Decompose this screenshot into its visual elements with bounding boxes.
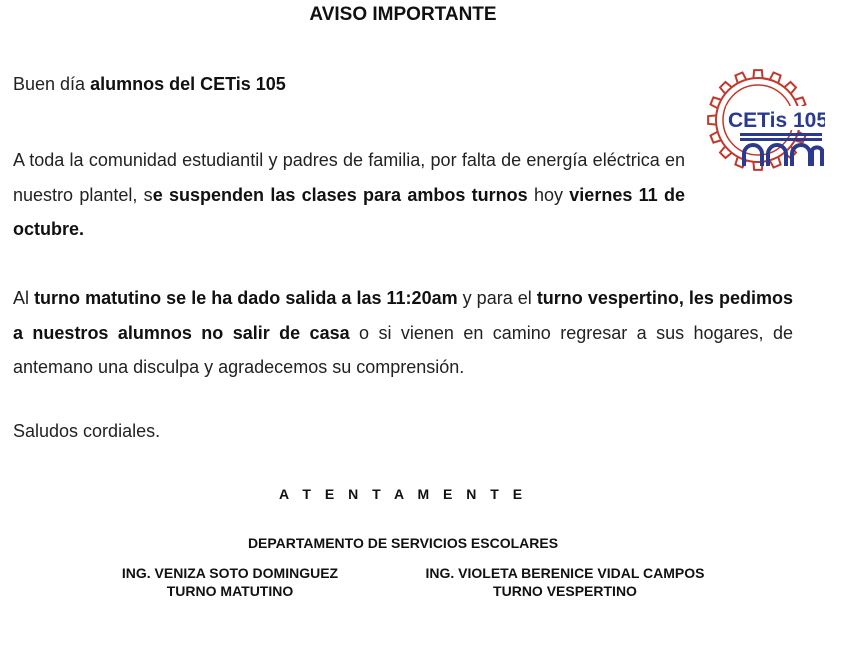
signature-matutino: [100, 564, 360, 600]
closing-text: Saludos cordiales.: [13, 421, 161, 441]
notice-title: AVISO IMPORTANTE: [309, 4, 497, 25]
signature-name: ING. VENIZA SOTO DOMINGUEZ: [121, 565, 339, 581]
p1-text1: A toda la comunidad estudiantil y padres de familia, por falta de energía eléctrica en nuestro plantel, s: [13, 150, 685, 205]
atentamente-heading: A T E N T A M E N T E: [278, 486, 528, 502]
p1-bold2: viernes 11 de octubre.: [13, 184, 685, 239]
p2-text2: y para el: [457, 288, 537, 308]
greeting-bold: alumnos del CETis 105: [90, 74, 286, 94]
p2-text3: o si vienen en camino regresar a sus hogares, de antemano una disculpa y agradecemos su comprensión.: [13, 322, 793, 377]
p1-bold1: e suspenden las clases para ambos turnos: [152, 184, 528, 205]
signature-role: TURNO MATUTINO: [166, 583, 294, 599]
p2-bold2: turno vespertino, les pedimos a nuestros alumnos no salir de casa: [13, 288, 793, 343]
p2-text1: Al: [13, 288, 35, 308]
department-name: DEPARTAMENTO DE SERVICIOS ESCOLARES: [247, 535, 559, 551]
greeting: [13, 74, 286, 95]
signature-name: ING. VIOLETA BERENICE VIDAL CAMPOS: [425, 565, 705, 581]
paragraph-shifts: [13, 281, 793, 385]
p1-text2: hoy: [527, 184, 570, 205]
paragraph-suspension: [13, 143, 685, 247]
signature-vespertino: [400, 564, 730, 600]
greeting-text: Buen día: [13, 74, 91, 94]
logo-text: CETis 105: [728, 109, 825, 132]
cetis-logo: [700, 66, 825, 176]
signature-role: TURNO VESPERTINO: [493, 583, 637, 599]
p2-bold1: turno matutino se le ha dado salida a las 11:20am: [34, 288, 458, 308]
gear-logo-icon: [700, 66, 825, 176]
